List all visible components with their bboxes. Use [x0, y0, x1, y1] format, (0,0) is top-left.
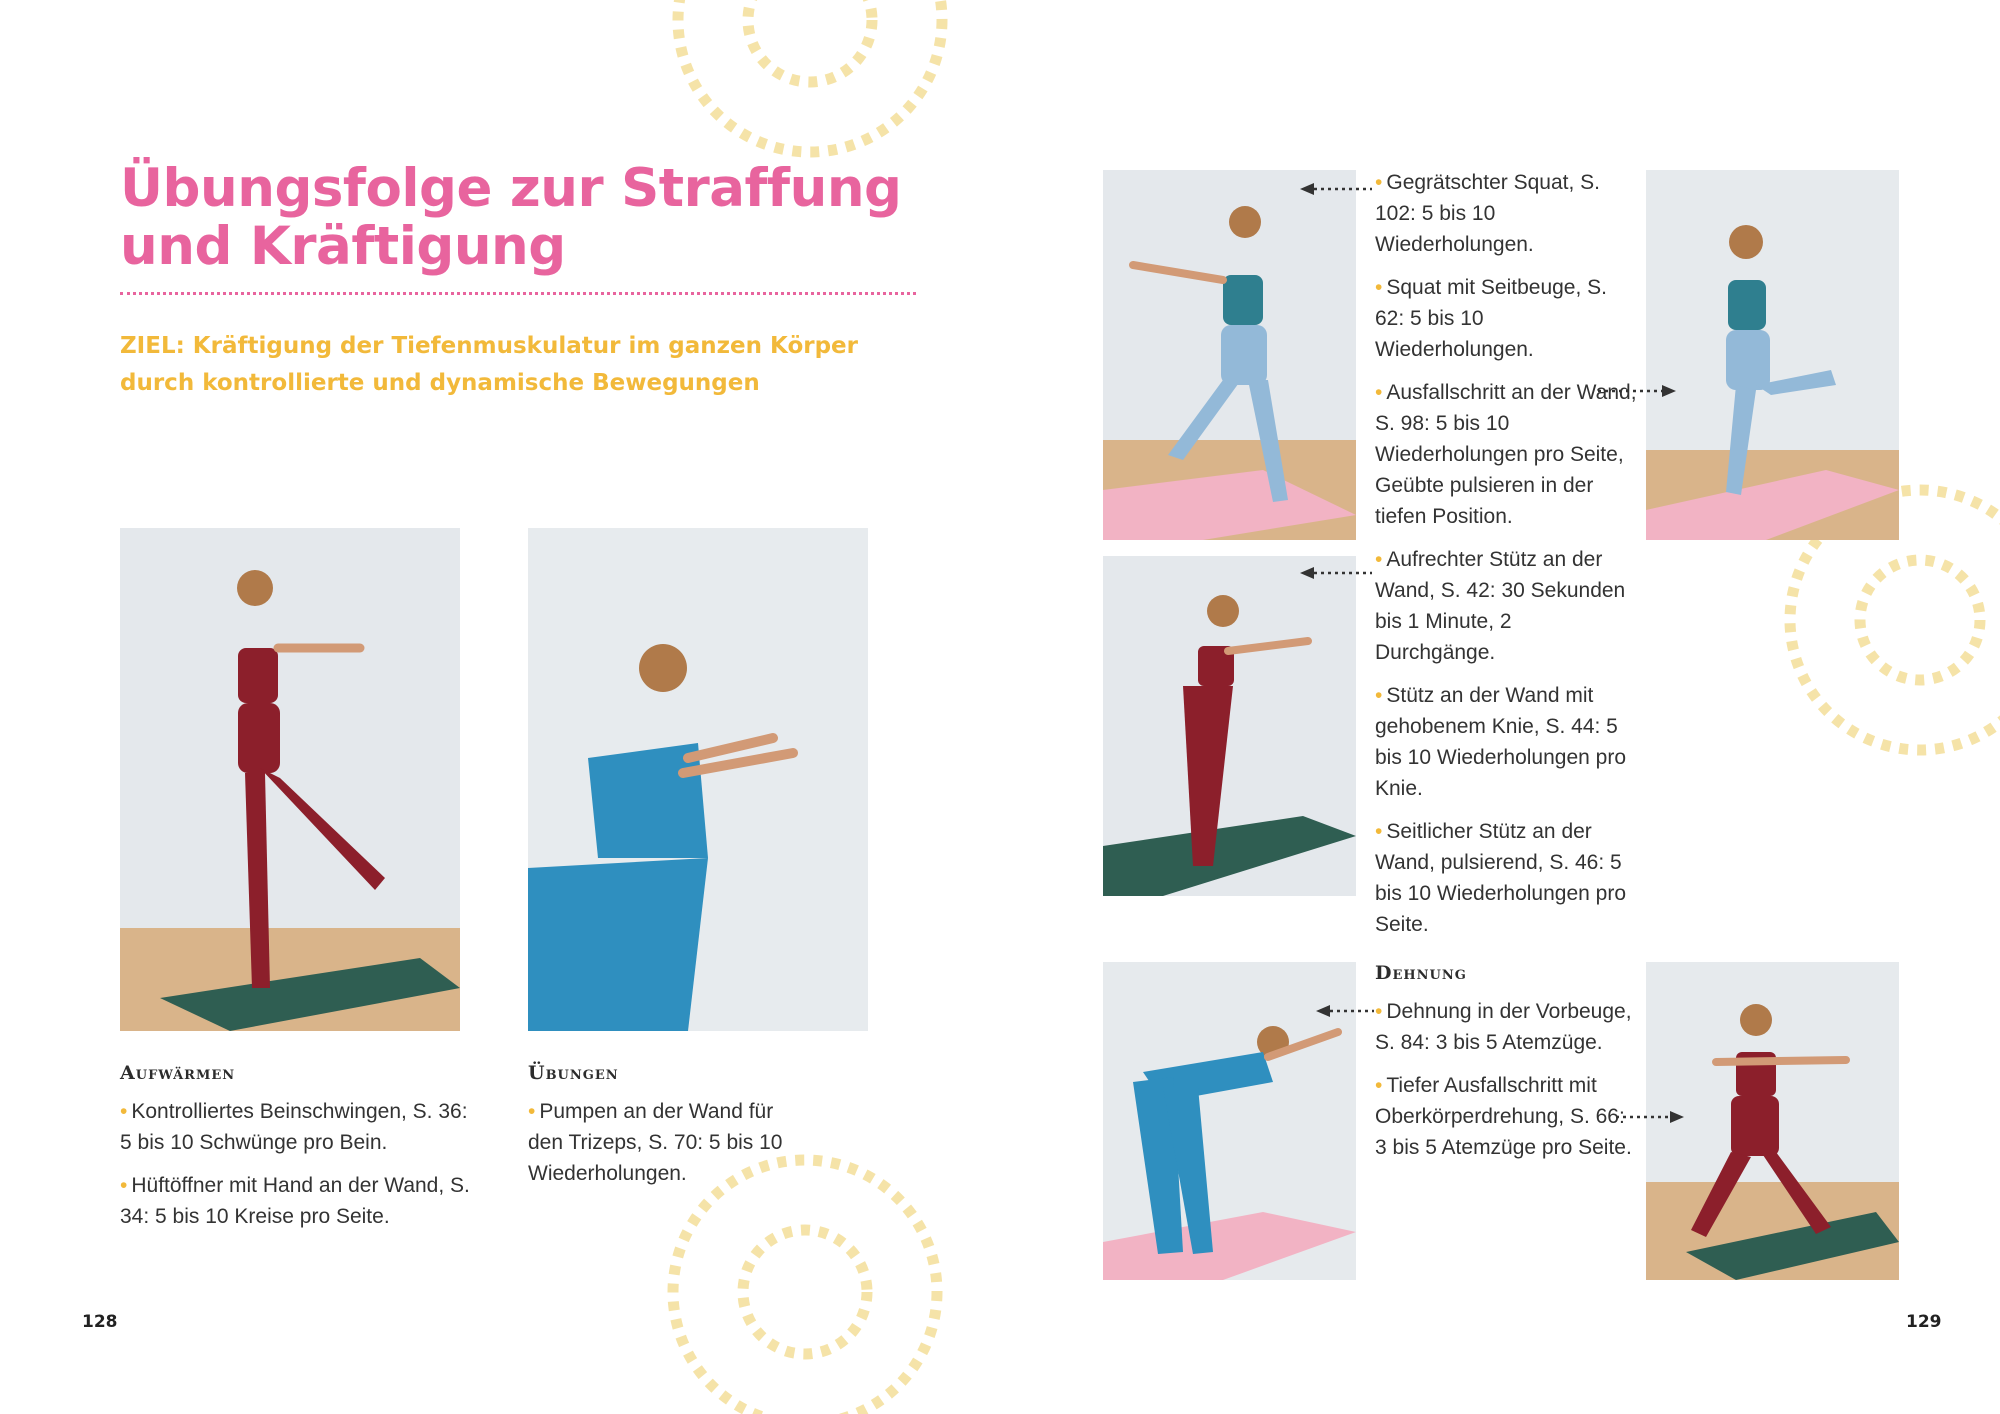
bullet-icon: •	[1375, 820, 1383, 843]
list-item: • Pumpen an der Wand für den Trizeps, S. 70: 5 bis 10 Wiederholungen.	[528, 1100, 783, 1185]
page-number-left: 128	[82, 1312, 118, 1332]
exercises-heading: Übungen	[528, 1062, 619, 1084]
arrow-left-icon	[1300, 182, 1374, 196]
bullet-icon: •	[1375, 1074, 1383, 1097]
photo-upright-plank	[1103, 556, 1356, 896]
stretch-heading: Dehnung	[1375, 962, 1467, 984]
bullet-icon: •	[120, 1100, 128, 1123]
list-item: • Squat mit Seitbeuge, S. 62: 5 bis 10 Wiederholungen.	[1375, 276, 1607, 361]
page-number-right: 129	[1906, 1312, 1942, 1332]
bullet-icon: •	[1375, 381, 1383, 404]
arrow-left-icon	[1316, 1004, 1376, 1018]
list-item: • Hüftöffner mit Hand an der Wand, S. 34: 5 bis 10 Kreise pro Seite.	[120, 1174, 470, 1228]
bullet-icon: •	[528, 1100, 536, 1123]
bullet-icon: •	[120, 1174, 128, 1197]
page-title: Übungsfolge zur Straffung und Kräftigung	[120, 158, 902, 277]
exercises-list	[528, 1096, 788, 1201]
title-divider	[120, 292, 916, 295]
bullet-icon: •	[1375, 171, 1383, 194]
decorative-circles-top	[650, 0, 970, 170]
list-item: • Kontrolliertes Beinschwingen, S. 36: 5 bis 10 Schwünge pro Bein.	[120, 1100, 468, 1154]
list-item: • Ausfallschritt an der Wand, S. 98: 5 bis 10 Wiederholungen pro Seite, Geübte pulsieren in der tiefen Position.	[1375, 381, 1637, 528]
arrow-left-icon	[1300, 566, 1374, 580]
list-item: • Tiefer Ausfallschritt mit Oberkörperdrehung, S. 66: 3 bis 5 Atemzüge pro Seite.	[1375, 1074, 1632, 1159]
list-item: • Gegrätschter Squat, S. 102: 5 bis 10 Wiederholungen.	[1375, 171, 1600, 256]
list-item: • Stütz an der Wand mit gehobenem Knie, S. 44: 5 bis 10 Wiederholungen pro Knie.	[1375, 684, 1626, 800]
exercise-list-right	[1375, 167, 1637, 952]
bullet-icon: •	[1375, 548, 1383, 571]
bullet-icon: •	[1375, 684, 1383, 707]
bullet-icon: •	[1375, 1000, 1383, 1023]
warmup-list	[120, 1096, 480, 1244]
photo-leg-swing	[120, 528, 460, 1031]
photo-straddle-squat	[1103, 170, 1356, 540]
bullet-icon: •	[1375, 276, 1383, 299]
list-item: • Dehnung in der Vorbeuge, S. 84: 3 bis 5 Atemzüge.	[1375, 1000, 1632, 1054]
stretch-list	[1375, 996, 1637, 1175]
list-item: • Aufrechter Stütz an der Wand, S. 42: 30 Sekunden bis 1 Minute, 2 Durchgänge.	[1375, 548, 1626, 664]
goal-statement: ZIEL: Kräftigung der Tiefenmuskulatur im ganzen Körper durch kontrollierte und dynamische Bewegungen	[120, 333, 858, 396]
photo-lunge-wall	[1646, 170, 1899, 540]
photo-triceps-pump	[528, 528, 868, 1031]
warmup-heading: Aufwärmen	[120, 1062, 236, 1084]
list-item: • Seitlicher Stütz an der Wand, pulsierend, S. 46: 5 bis 10 Wiederholungen pro Seite.	[1375, 820, 1626, 936]
